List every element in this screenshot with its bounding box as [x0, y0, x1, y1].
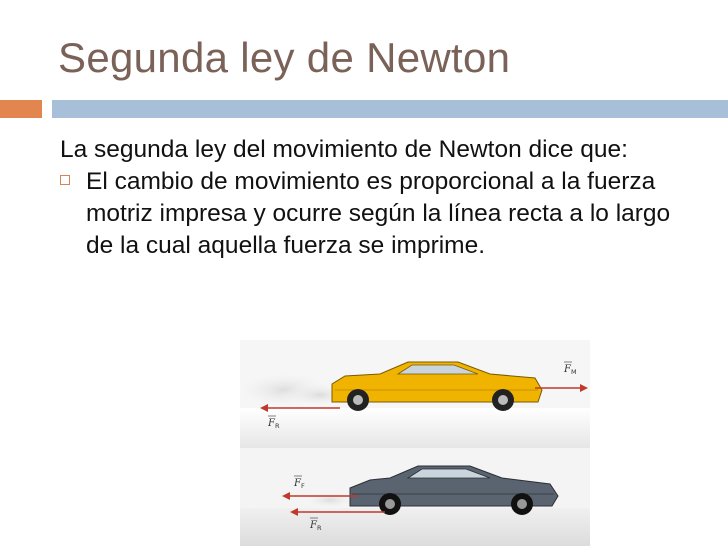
intro-paragraph: La segunda ley del movimiento de Newton dice que: — [60, 136, 628, 163]
slide-body — [60, 134, 680, 262]
fm-label-main: F — [564, 364, 571, 375]
fm-label-sub: M — [571, 368, 577, 376]
bullet-text: El cambio de movimiento es proporcional a la fuerza motriz impresa y ocurre según la línea recta a lo largo de la cual aquella fuerza se imprime. — [86, 168, 671, 259]
bullet-item — [60, 166, 680, 262]
ff-label-main: F — [294, 478, 301, 489]
slide-title: Segunda ley de Newton — [58, 34, 511, 81]
bullet-square-icon — [60, 175, 70, 185]
fr-top-label-sub: R — [275, 422, 280, 430]
ff-label-sub: F — [301, 482, 305, 490]
fr-bottom-label-sub: R — [317, 524, 322, 532]
fr-top-label-main: F — [268, 418, 275, 429]
cars-figure-svg — [240, 340, 590, 546]
accent-bar-orange — [0, 100, 42, 118]
cars-force-illustration — [240, 340, 590, 546]
fr-bottom-label-main: F — [310, 520, 317, 531]
accent-bar-blue — [52, 100, 728, 118]
